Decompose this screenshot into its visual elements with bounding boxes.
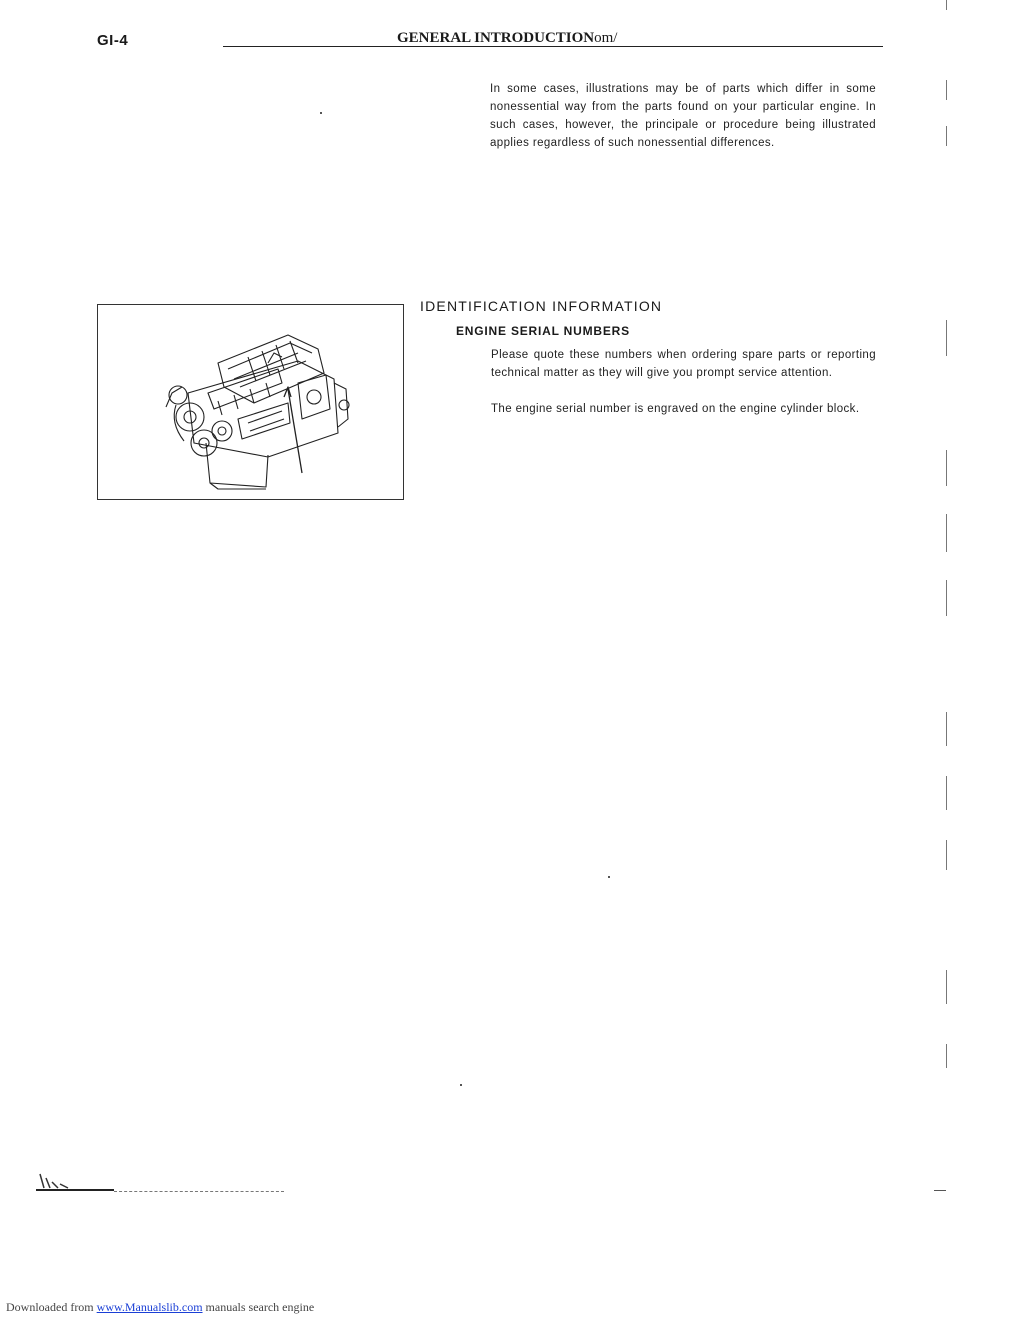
footer-prefix: Downloaded from: [6, 1300, 94, 1314]
scan-mark: [934, 1190, 946, 1191]
scan-mark: [946, 776, 947, 810]
intro-paragraph: In some cases, illustrations may be of parts which differ in some nonessential way from the parts found on your particular engine. In such cases, however, the principale or procedure being illustrated applies regardless of such nonessential differences.: [490, 83, 876, 149]
header-rule: [223, 46, 883, 47]
header-title: [397, 30, 617, 47]
scan-mark: [946, 450, 947, 486]
scan-speck: [320, 112, 322, 114]
engine-figure: [97, 304, 404, 500]
scan-mark: [946, 514, 947, 552]
sub-heading: ENGINE SERIAL NUMBERS: [456, 324, 630, 338]
header-title-text: GENERAL INTRODUCTION: [397, 30, 595, 46]
scan-mark: [946, 320, 947, 356]
scan-mark: [946, 840, 947, 870]
section-heading: IDENTIFICATION INFORMATION: [420, 298, 663, 314]
scan-mark: [946, 970, 947, 1004]
engine-illustration-icon: [148, 323, 358, 491]
footer: [6, 1300, 314, 1315]
scan-speck: [460, 1084, 462, 1086]
scan-speck: [608, 876, 610, 878]
footer-suffix: manuals search engine: [205, 1300, 315, 1314]
scan-dotted-rule: [114, 1191, 284, 1192]
scan-smudge: [34, 1170, 114, 1192]
serial-paragraph-1: Please quote these numbers when ordering spare parts or reporting technical matter as they will give you prompt service attention.: [491, 349, 876, 379]
footer-link[interactable]: www.Manualslib.com: [96, 1300, 203, 1314]
scan-mark: [946, 126, 947, 146]
serial-paragraph-2: The engine serial number is engraved on the engine cylinder block.: [491, 403, 860, 415]
scan-mark: [946, 712, 947, 746]
scan-mark: [946, 1044, 947, 1068]
scan-mark: [946, 80, 947, 100]
scan-mark: [946, 580, 947, 616]
scan-mark: [946, 0, 947, 10]
header-url-overlay: om/: [594, 30, 618, 46]
page-number: GI-4: [97, 32, 129, 49]
